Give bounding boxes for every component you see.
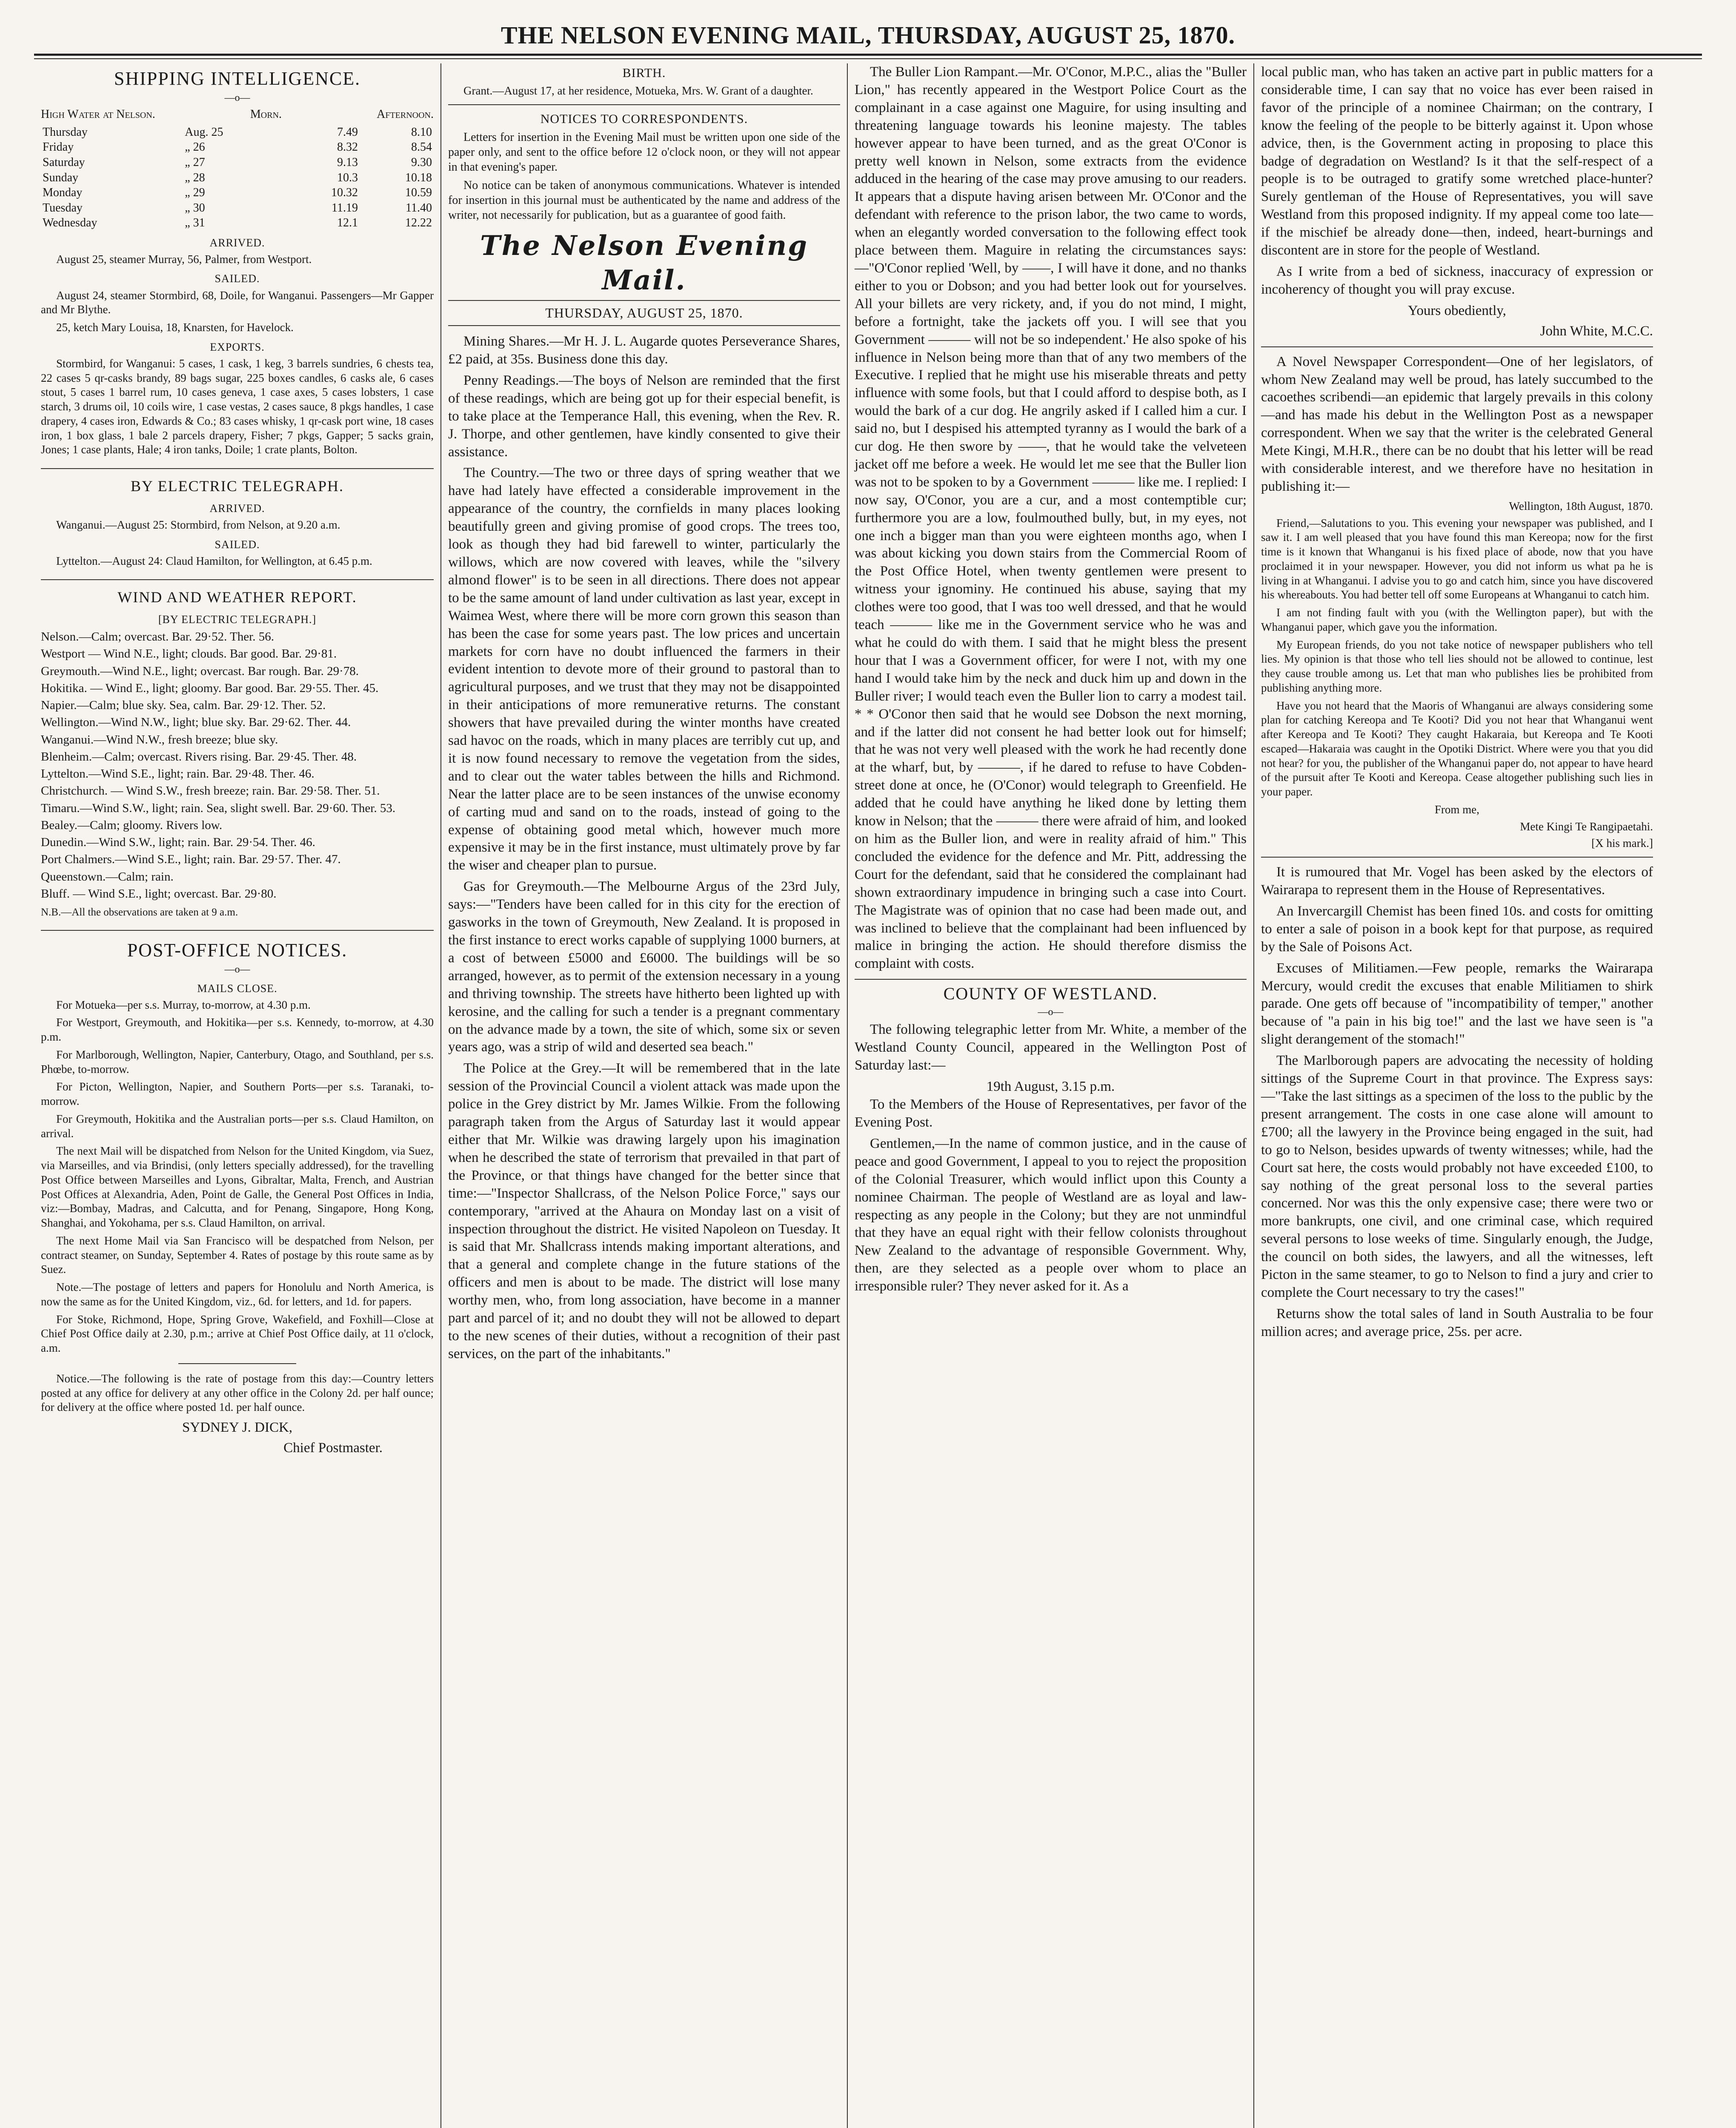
- tide-caption: High Water at Nelson.: [41, 108, 155, 121]
- tide-cell: 9.30: [411, 155, 432, 169]
- postmaster-title: Chief Postmaster.: [283, 1440, 383, 1456]
- sailed-text-2: 25, ketch Mary Louisa, 18, Knarsten, for Havelock.: [56, 321, 294, 334]
- letter-signature: John White, M.C.C.: [1540, 323, 1653, 339]
- tide-cell: „ 31: [185, 216, 205, 230]
- mail-entry: For Picton, Wellington, Napier, and Southern Ports—per s.s. Taranaki, to-morrow.: [41, 1080, 434, 1108]
- tide-cell: 9.13: [337, 155, 358, 169]
- tide-cell: 10.3: [337, 171, 358, 184]
- tel-arrived-heading: ARRIVED.: [209, 502, 265, 515]
- notices-text-2: No notice can be taken of anonymous communications. Whatever is intended for insertion in this journal must be authenticated by the name and address of the writer, not necessarily for publication, but as a guarantee of good faith.: [448, 178, 840, 222]
- county-body: Gentlemen,—In the name of common justice, and in the cause of peace and good Government, I appeal to you to reject the proposition of the Colonial Treasurer, which would inflict upon this County a nominee Chairman. The people of Westland are as loyal and law-respecting as any people in the Colony; but they are not unmindful that they have an equal right with their fellow colonists throughout New Zealand to the advantage of responsible Government. Why, then, are they selected as a people over whom to place an irresponsible ruler? They never asked for it. As a: [855, 1136, 1247, 1294]
- weather-entry: Dunedin.—Wind S.W., light; rain. Bar. 29·54. Ther. 46.: [41, 835, 315, 849]
- masthead: THE NELSON EVENING MAIL, THURSDAY, AUGUST 25, 1870.: [34, 17, 1702, 56]
- weather-entry: Blenheim.—Calm; overcast. Rivers rising. Bar. 29·45. Ther. 48.: [41, 749, 357, 764]
- tide-cell: 8.32: [337, 140, 358, 154]
- tide-cell: „ 26: [185, 140, 205, 154]
- weather-entry: Timaru.—Wind S.W., light; rain. Sea, slight swell. Bar. 29·60. Ther. 53.: [41, 801, 396, 815]
- notices-heading: NOTICES TO CORRESPONDENTS.: [540, 112, 748, 126]
- telegraph-heading: BY ELECTRIC TELEGRAPH.: [131, 478, 344, 495]
- weather-heading: WIND AND WEATHER REPORT.: [117, 589, 357, 606]
- column-3: The Buller Lion Rampant.—Mr. O'Conor, M.P.C., alias the "Buller Lion," has recently appeared in the Westport Police Court as the complainant in a case against one Maguire, for using insulting and threatening language towards his leonine majesty. The tables however appear to have been turned, and as the great O'Conor is pretty well known in Nelson, some extracts from the evidence adduced in the hearing of the case may prove amusing to our readers. It appears that a dispute having arisen between Mr. O'Conor and the defendant with reference to the prison labor, the two came to words, when an elegantly worded conversation to the following effect took place between them. Maguire in relating the circumstances says:—"O'Conor replied 'Well, by ——, I will have it done, and no thanks either to you or Dobson; and you had better look out for yourselves. All your billets are very rickety, and, if you do not mind, I might, before a fortnight, take the jackets off you. I will see that you Government ——— will not be so independent.' He also spoke of his influence in Nelson being more than that of any two members of the Executive. I replied that he might use his miserable threats and petty influence with some fools, but that I could afford to despise both, as I would the bark of a cur dog. He angrily asked if I called him a cur. I said no, but I despised his attempted tyranny as I would the bark of a cur dog. He then swore by ——, that he would take the velveteen jacket off me before a week. He would let me see that the Buller lion was not to be spoken to by a Government ——— like me. I replied: I now say, O'Conor, you are a cur, and a most contemptible cur; furthermore you are a low, foulmouthed bully, but, in my eyes, not one inch a bigger man than you were eighteen months ago, when I was about kicking you down stairs from the Commercial Room of the Post Office Hotel, when twenty gentlemen were present to witness your ignominy. He continued his abuse, saying that my clothes were too good, that I was too well dressed, and that he would teach ——— like me in the Government service who he was and what he could do with them. I said that he might bless the present hour that I was a Government officer, for were I not, with my one hand I would take him by the neck and duck him up and down in the Buller river; I would teach even the Buller lion to carry a modest tail. * * O'Conor then said that he would see Dobson the next morning, and if the latter did not consent he had better look out for himself; that he was not very well pleased with the work he had recently done at the wharf, but, by ———, if he dared to refuse to have Cobden-street done at once, he (O'Conor) would telegraph to Greenfield. He added that he could have anything he liked done by letting them know in Nelson; that the ——— there were afraid of him, and looked on him as the Buller lion, and were in reality afraid of him." This concluded the evidence for the defence and Mr. Pitt, addressing the Court for the defendant, said that he considered the complainant had shown extraordinary impudence in bringing such a case into Court. The Magistrate was of opinion that no case had been made out, and was inclined to believe that the complainant had been influenced by malice in bringing the action. He should therefore dismiss the complaint with costs. COUNTY OF WESTLAND. —o— The following telegraphic letter from Mr. White, a member of the Westland County Council, appeared in the Wellington Post of Saturday last:— 19th August, 3.15 p.m. To the Members of the House of Representatives, per favor of the Evening Post. Gentlemen,—In the name of common justice, and in the cause of peace and good Government, I appeal to you to reject the proposition of the Colonial Treasurer, which would inflict upon this County a nominee Chairman. The people of Westland are as loyal and law-respecting as any people in the Colony; but they are not unmindful that they have an equal right with their fellow colonists throughout New Zealand to the advantage of responsible Government. Why, then, are they selected as a people over whom to place an irresponsible ruler? They never asked for it. As a: [847, 63, 1253, 2128]
- arrived-text: August 25, steamer Murray, 56, Palmer, from Westport.: [56, 252, 312, 266]
- vogel-rumour: It is rumoured that Mr. Vogel has been asked by the electors of Wairarapa to represent them in the House of Representatives.: [1261, 864, 1653, 898]
- tel-arrived-text: Wanganui.—August 25: Stormbird, from Nelson, at 9.20 a.m.: [56, 518, 340, 531]
- mails-heading: MAILS CLOSE.: [197, 982, 277, 995]
- column-4: [1253, 63, 1660, 2128]
- mail-entry: The next Home Mail via San Francisco will be despatched from Nelson, per contract steamer, on Sunday, September 4. Rates of postage by this route same as by Suez.: [41, 1234, 434, 1276]
- gas-for-greymouth: Gas for Greymouth.—The Melbourne Argus of the 23rd July, says:—"Tenders have been called for in this city for the erection of gasworks in the town of Greymouth, New Zealand. It is proposed in the first instance to erect works capable of supplying 1000 burners, at a cost of between £5000 and £6000. The buildings will be so arranged, however, as to permit of the extension necessary in a young and thriving township. The streets have hitherto been lighted up with kerosine, and the calling for such a tender is a pregnant commentary on the advance made by a town, the site of which, some six or seven years ago, was a strip of wild and deserted sea beach.": [448, 879, 840, 1055]
- tide-cell: 7.49: [337, 125, 358, 139]
- tide-cell: 10.32: [331, 186, 358, 200]
- tide-cell: 12.22: [405, 216, 432, 230]
- postmaster-name: SYDNEY J. DICK,: [182, 1420, 293, 1436]
- weather-entry: Westport — Wind N.E., light; clouds. Bar good. Bar. 29·81.: [41, 647, 337, 661]
- tide-cell: Aug. 25: [185, 125, 223, 139]
- weather-entry: Wellington.—Wind N.W., light; blue sky. Bar. 29·62. Ther. 44.: [41, 715, 351, 729]
- weather-entry: Lyttelton.—Wind S.E., light; rain. Bar. 29·48. Ther. 46.: [41, 767, 315, 781]
- weather-subheading: [BY ELECTRIC TELEGRAPH.]: [158, 613, 317, 626]
- weather-note: N.B.—All the observations are taken at 9 a.m.: [41, 907, 238, 918]
- tide-cell: Tuesday: [43, 201, 83, 215]
- tide-cell: „ 29: [185, 186, 205, 200]
- birth-heading: BIRTH.: [622, 66, 666, 80]
- exports-heading: EXPORTS.: [210, 340, 265, 353]
- birth-text: Grant.—August 17, at her residence, Motueka, Mrs. W. Grant of a daughter.: [463, 84, 813, 97]
- marlborough-papers: The Marlborough papers are advocating the necessity of holding sittings of the Supreme Court in that province. The Express says:—"Take the last sittings as a specimen of the loss to the public by the present arrangement. The costs in one case alone will amount to £700; all the lawyery in the Province being engaged in the suit, had to go to Nelson, besides upwards of twenty witnesses; while, had the Court sat here, the costs would probably not have exceeded £100, to say nothing of the great personal loss to the several parties concerned. Nor was this the only expensive case; there were two or more bankrupts, one civil, and one criminal case, which required several persons to lose weeks of time. Singularly enough, the Judge, the council on both sides, the lawyers, and all the witnesses, left Picton in the same steamer, to go to Nelson to find a jury and crier to complete the Court necessary to try the cases!": [1261, 1053, 1653, 1300]
- tide-cell: Wednesday: [43, 216, 97, 230]
- mail-entry: For Marlborough, Wellington, Napier, Canterbury, Otago, and Southland, per s.s. Phœbe, to-morrow.: [41, 1048, 434, 1075]
- kingi-mark: [X his mark.]: [1591, 837, 1653, 850]
- weather-entry: Hokitika. — Wind E., light; gloomy. Bar good. Bar. 29·55. Ther. 45.: [41, 681, 379, 695]
- tide-col-afternoon: Afternoon.: [377, 108, 434, 121]
- buller-lion-article: The Buller Lion Rampant.—Mr. O'Conor, M.P.C., alias the "Buller Lion," has recently appeared in the Westport Police Court as the complainant in a case against one Maguire, for using insulting and threatening language towards his leonine majesty. The tables however appear to have been turned, and as the great O'Conor is pretty well known in Nelson, some extracts from the evidence adduced in the hearing of the case may prove amusing to our readers. It appears that a dispute having arisen between Mr. O'Conor and the defendant with reference to the prison labor, the two came to words, when an elegantly worded conversation to the following effect took place between them. Maguire in relating the circumstances says:—"O'Conor replied 'Well, by ——, I will have it done, and no thanks either to you or Dobson; and you had better look out for yourselves. All your billets are very rickety, and, if you do not mind, I might, before a fortnight, take the jackets off you. I will see that you Government ——— will not be so independent.' He also spoke of his influence in Nelson being more than that of any two members of the Executive. I replied that he might use his miserable threats and petty influence with some fools, but that I could afford to despise both, as I would the bark of a cur dog. He angrily asked if I called him a cur. I said no, but I despised his attempted tyranny as I would the bark of a cur dog. He then swore by ——, that he would take the velveteen jacket off me before a week. He would let me see that the Buller lion was not to be spoken to by a Government ——— like me. I replied: I now say, O'Conor, you are a cur, and a most contemptible cur; furthermore you are a low, foulmouthed bully, but, in my eyes, not one inch a bigger man than you were eighteen months ago, when I was about kicking you down stairs from the Commercial Room of the Post Office Hotel, when twenty gentlemen were present to witness your ignominy. He continued his abuse, saying that my clothes were too good, that I was too well dressed, and that he would teach ——— like me in the Government service who he was and what he could do with them. I said that he might bless the present hour that I was a Government officer, for were I not, with my one hand I would take him by the neck and duck him up and down in the Buller river; I would teach even the Buller lion to carry a modest tail. * * O'Conor then said that he would see Dobson the next morning, and if the latter did not consent he had better look out for himself; that he was not very well pleased with the work he had recently done at the wharf, but, by ———, if he dared to refuse to have Cobden-street done at once, he (O'Conor) would telegraph to Greenfield. He added that he could have anything he liked done by letting them know in Nelson; that the ——— there were afraid of him, and looked on him as the Buller lion, and were in reality afraid of him." This concluded the evidence for the defence and Mr. Pitt, addressing the Court for the defendant, said that he considered the complainant had shown extraordinary impudence in bringing such a case into Court. The Magistrate was of opinion that no case had been made out, and was inclined to believe that the complainant had been influenced by malice in bringing the action. He should therefore dismiss the complaint with costs.: [855, 64, 1247, 972]
- shipping-heading: SHIPPING INTELLIGENCE.: [114, 68, 361, 89]
- county-heading: COUNTY OF WESTLAND.: [943, 984, 1158, 1004]
- kingi-body-1: Friend,—Salutations to you. This evening your newspaper was published, and I saw it. I am well pleased that you have found this man Kereopa; now for the first time is it known that Whanganui is his fixed place of abode, now that you have proclaimed it in your newspaper. However, you did not inform us what pa he is living in at Whanganui. I advise you to go and catch him, since you have discovered his whereabouts. You had better tell off some Europeans at Whanganui to catch him.: [1261, 516, 1653, 601]
- county-date: 19th August, 3.15 p.m.: [986, 1079, 1115, 1095]
- militiamen-excuses: Excuses of Militiamen.—Few people, remarks the Wairarapa Mercury, would credit the excuses that enable Militiamen to shirk parade. One gets off because of "incompatibility of temper," another because of "a pain in his big toe!" and the last we have seen is "a slight derangement of the stomach!": [1261, 960, 1653, 1047]
- weather-entry: Wanganui.—Wind N.W., fresh breeze; blue sky.: [41, 732, 278, 747]
- penny-readings: Penny Readings.—The boys of Nelson are reminded that the first of these readings, which are being got up for their especial benefit, is to take place at the Temperance Hall, this evening, when the Rev. R. J. Thorpe, and other gentlemen, have kindly consented to give their assistance.: [448, 372, 840, 460]
- letter-continuation: local public man, who has taken an active part in public matters for a considerable time, I can say that no voice has ever been raised in favor of the principle of a nominee Chairman; on the contrary, I know the feeling of the people to be bitterly against it. Upon whose advice, then, is the Government acting in proposing to place this badge of degradation on Westland? Is it that the self-respect of a people is to be outraged to gratify some wretched place-hunter? Surely gentleman of the House of Representatives, you will save Westland from this proposed indignity. If my appeal come too late—if the mischief be already done—then, indeed, heart-burnings and discontent are in store for the people of Westland.: [1261, 64, 1653, 258]
- tel-sailed-text: Lyttelton.—August 24: Claud Hamilton, for Wellington, at 6.45 p.m.: [56, 554, 372, 567]
- tide-cell: Sunday: [43, 171, 78, 184]
- mail-entry: Note.—The postage of letters and papers for Honolulu and North America, is now the same as for the United Kingdom, viz., 6d. for letters, and 1d. for papers.: [41, 1281, 434, 1308]
- tide-cell: „ 28: [185, 171, 205, 184]
- date-line: THURSDAY, AUGUST 25, 1870.: [448, 300, 840, 326]
- letter-close: Yours obediently,: [1407, 303, 1507, 318]
- tide-table: [41, 125, 434, 231]
- mail-entry: The next Mail will be dispatched from Nelson for the United Kingdom, via Suez, via Marseilles, and via Brindisi, (only letters specially addressed), for the travelling Post Office between Marseilles and Lyons, Gibraltar, Malta, French, and Austrian Post Offices at Alexandria, Aden, Point de Galle, the General Post Offices in India, viz:—Bombay, Madras, and Calcutta, and for Penang, Singapore, Hong Kong, Shanghai, and Yokohama, per s.s. Claud Hamilton, on arrival.: [41, 1144, 434, 1230]
- county-intro: The following telegraphic letter from Mr. White, a member of the Westland County Council, appeared in the Wellington Post of Saturday last:—: [855, 1022, 1247, 1073]
- tide-cell: Friday: [43, 140, 74, 154]
- newspaper-page: [34, 17, 1702, 2128]
- ornament-rule: —o—: [224, 92, 250, 103]
- kingi-date: Wellington, 18th August, 1870.: [1509, 499, 1653, 512]
- sailed-text-1: August 24, steamer Stormbird, 68, Doile, for Wanganui. Passengers—Mr Gapper and Mr Blythe.: [41, 289, 434, 316]
- tide-col-morn: Morn.: [250, 108, 282, 121]
- paper-title: The Nelson Evening Mail.: [480, 229, 809, 297]
- tide-row: [41, 170, 434, 186]
- tide-cell: 8.10: [411, 125, 432, 139]
- arrived-heading: ARRIVED.: [209, 236, 265, 249]
- tide-cell: 11.40: [406, 201, 432, 215]
- tide-cell: 10.59: [405, 186, 432, 200]
- tide-row: [41, 215, 434, 231]
- kingi-body-4: Have you not heard that the Maoris of Whanganui are always considering some plan for catching Kereopa and Te Kooti? Did you not hear that Whanganui went after Kereopa and Te Kooti? They caught Hakaraia, but Kereopa and Te Kooti escaped—Hakaraia was caught in the Opotiki District. Where were you that you did not hear? for you, the publisher of the Whanganui paper do, not appear to have heard of the pursuit after Te Kooti and Kereopa. Cease altogether publishing such lies in your paper.: [1261, 699, 1653, 798]
- mails-list: [41, 998, 434, 1356]
- post-office-heading: POST-OFFICE NOTICES.: [127, 940, 348, 961]
- invercargill-chemist: An Invercargill Chemist has been fined 10s. and costs for omitting to enter a sale of poison in a book kept for that purpose, as required by the Sale of Poisons Act.: [1261, 903, 1653, 955]
- weather-entry: Christchurch. — Wind S.W., fresh breeze; rain. Bar. 29·58. Ther. 51.: [41, 784, 380, 798]
- tide-cell: 8.54: [411, 140, 432, 154]
- tide-cell: „ 27: [185, 155, 205, 169]
- sailed-heading: SAILED.: [214, 272, 260, 285]
- tide-row: [41, 155, 434, 170]
- weather-entry: Port Chalmers.—Wind S.E., light; rain. Bar. 29·57. Ther. 47.: [41, 852, 341, 867]
- tide-row: [41, 140, 434, 155]
- mail-entry: For Greymouth, Hokitika and the Australian ports—per s.s. Claud Hamilton, on arrival.: [41, 1112, 434, 1140]
- kingi-from: From me,: [1435, 803, 1479, 816]
- land-returns: Returns show the total sales of land in South Australia to be four million acres; and average price, 25s. per acre.: [1261, 1306, 1653, 1339]
- tide-cell: 11.19: [332, 201, 358, 215]
- tel-sailed-heading: SAILED.: [214, 538, 260, 551]
- notices-text-1: Letters for insertion in the Evening Mail must be written upon one side of the paper only, and sent to the office before 12 o'clock noon, or they will not appear in that evening's paper.: [448, 130, 840, 174]
- tide-row: [41, 125, 434, 140]
- tide-cell: 12.1: [337, 216, 358, 230]
- letter-continuation-2: As I write from a bed of sickness, inaccuracy of expression or incoherency of thought you will pray excuse.: [1261, 263, 1653, 297]
- novel-correspondent: A Novel Newspaper Correspondent—One of her legislators, of whom New Zealand may well be proud, has lately succumbed to the cacoethes scribendi—an epidemic that largely prevails in this colony—and has made his debut in the Wellington Post as a newspaper correspondent. When we say that the writer is the celebrated General Mete Kingi, M.H.R., there can be no doubt that his letter will be read with considerable interest, and we therefore have no hesitation in publishing it:—: [1261, 354, 1653, 494]
- tide-cell: Saturday: [43, 155, 85, 169]
- weather-entry: Nelson.—Calm; overcast. Bar. 29·52. Ther. 56.: [41, 630, 274, 644]
- tide-cell: „ 30: [185, 201, 205, 215]
- tide-row: [41, 185, 434, 200]
- weather-entry: Napier.—Calm; blue sky. Sea, calm. Bar. 29·12. Ther. 52.: [41, 698, 326, 712]
- column-2: [440, 63, 847, 2128]
- the-country: The Country.—The two or three days of spring weather that we have had lately have effected a considerable improvement in the appearance of the country, the cornfields in many places looking beautifully green and giving promise of good crops. The trees too, look as though they had bid farewell to winter, particularly the willows, which are now covered with leaves, while the "silvery almond flower" is to be seen in all directions. There does not appear to be the same amount of land under cultivation as last year, except in Waimea West, where there will be more corn grown this season than has been the case for some years past. The low prices and uncertain markets for corn have no doubt influenced the farmers in their evident intention to devote more of their ground to pastoral than to agricultural purposes, and we trust that they may not be disappointed in their anticipations of more remunerative returns. The constant showers that have prevailed during the winter months have created sad havoc on the roads, which in many places are terribly cut up, and it is now found necessary to remove the vegetation from the sides, and to clear out the water tables between the hills and Richmond. Near the latter place are to be seen instances of the unwise economy of carting mud and sand on to the roads, instead of going to the expense of obtaining good metal which, however much more expensive it may be in the first instance, must ultimately prove by far the wiser and cheaper plan to pursue.: [448, 465, 840, 873]
- column-1: SHIPPING INTELLIGENCE. —o— High Water at Nelson. Morn. Afternoon. Thursday Aug. 25 7.49 8.10 Friday „ 26 8.32 8.54 Saturday „ 27 9.13 9.30 Sunday „ 28 10.3 10.18 Monday „ 29 10.32 10.59 Tuesday „ 30 11.19 11.40 Wednesday „ 31 12.1 12.22 ARRIVED. August 25, steamer Murray, 56, Palmer, from Westport. SAILED. August 24, steamer Stormbird, 68, Doile, for Wanganui. Passengers—Mr Gapper and Mr Blythe. 25, ketch Mary Louisa, 18, Knarsten, for Havelock. EXPORTS. Stormbird, for Wanganui: 5 cases, 1 cask, 1 keg, 3 barrels sundries, 6 chests tea, 22 cases 5 qr-casks brandy, 89 bags sugar, 225 boxes candles, 6 casks ale, 6 cases stout, 5 cases 1 barrel rum, 10 cases geneva, 1 case axes, 5 cases lobsters, 1 case starch, 3 drums oil, 10 coils wire, 1 case vestas, 2 cases sauce, 8 pkgs handles, 1 case drapery, 4 cases iron, Edwards & Co.; 83 cases whisky, 1 qr-cask port wine, 18 cases iron, 1 box glass, 1 bale 2 parcels drapery, Fisher; 7 pkgs, Gapper; 5 sacks grain, Jones; 1 case plants, Hale; 4 iron tanks, Doile; 1 crate plants, Bolton. BY ELECTRIC TELEGRAPH. ARRIVED. Wanganui.—August 25: Stormbird, from Nelson, at 9.20 a.m. SAILED. Lyttelton.—August 24: Claud Hamilton, for Wellington, at 6.45 p.m. WIND AND WEATHER REPORT. [BY ELECTRIC TELEGRAPH.] Nelson.—Calm; overcast. Bar. 29·52. Ther. 56. Westport — Wind N.E., light; clouds. Bar good. Bar. 29·81. Greymouth.—Wind N.E., light; overcast. Bar rough. Bar. 29·78. Hokitika. — Wind E., light; gloomy. Bar good. Bar. 29·55. Ther. 45. Napier.—Calm; blue sky. Sea, calm. Bar. 29·12. Ther. 52. Wellington.—Wind N.W., light; blue sky. Bar. 29·62. Ther. 44. Wanganui.—Wind N.W., fresh breeze; blue sky. Blenheim.—Calm; overcast. Rivers rising. Bar. 29·45. Ther. 48. Lyttelton.—Wind S.E., light; rain. Bar. 29·48. Ther. 46. Christchurch. — Wind S.W., fresh breeze; rain. Bar. 29·58. Ther. 51. Timaru.—Wind S.W., light; rain. Sea, slight swell. Bar. 29·60. Ther. 53. Bealey.—Calm; gloomy. Rivers low. Dunedin.—Wind S.W., light; rain. Bar. 29·54. Ther. 46. Port Chalmers.—Wind S.E., light; rain. Bar. 29·57. Ther. 47. Queenstown.—Calm; rain. Bluff. — Wind S.E., light; overcast. Bar. 29·80. N.B.—All the observations are taken at 9 a.m. POST-OFFICE NOTICES. —o— MAILS CLOSE. For Motueka—per s.s. Murray, to-morrow, at 4.30 p.m. For Westport, Greymouth, and Hokitika—per s.s. Kennedy, to-morrow, at 4.30 p.m. For Marlborough, Wellington, Napier, Canterbury, Otago, and Southland, per s.s. Phœbe, to-morrow. For Picton, Wellington, Napier, and Southern Ports—per s.s. Taranaki, to-morrow. For Greymouth, Hokitika and the Australian ports—per s.s. Claud Hamilton, on arrival. The next Mail will be dispatched from Nelson for the United Kingdom, via Suez, via Marseilles, and via Brindisi, (only letters specially addressed), for the travelling Post Office between Marseilles and Lyons, Gibraltar, Malta, French, and Austrian Post Offices at Alexandria, Aden, Point de Galle, the General Post Offices in India, viz:—Bombay, Madras, and Calcutta, and for Penang, Singapore, Hong Kong, Shanghai, and Yokohama, per s.s. Claud Hamilton, on arrival. The next Home Mail via San Francisco will be despatched from Nelson, per contract steamer, on Sunday, September 4. Rates of postage by this route same as by Suez. Note.—The postage of letters and papers for Honolulu and North America, is now the same as for the United Kingdom, viz., 6d. for letters, and 1d. for papers. For Stoke, Richmond, Hope, Spring Grove, Wakefield, and Foxhill—Close at Chief Post Office daily at 2.30, p.m.; arrive at Chief Post Office daily, at 11 o'clock, a.m. Notice.—The following is the rate of postage from this day:—Country letters posted at any office for delivery at any other office in the Colony 2d. per half ounce; for delivery at the office where posted 1d. per half ounce. SYDNEY J. DICK, Chief Postmaster.: [34, 63, 440, 2128]
- tide-cell: Monday: [43, 186, 83, 200]
- mail-entry: For Stoke, Richmond, Hope, Spring Grove, Wakefield, and Foxhill—Close at Chief Post Office daily at 2.30, p.m.; arrive at Chief Post Office daily, at 11 o'clock, a.m.: [41, 1313, 434, 1355]
- weather-entry: Bluff. — Wind S.E., light; overcast. Bar. 29·80.: [41, 887, 277, 901]
- weather-entry: Queenstown.—Calm; rain.: [41, 870, 174, 884]
- tide-cell: Thursday: [43, 125, 88, 139]
- tide-row: [41, 200, 434, 216]
- tide-header: [41, 107, 434, 122]
- postage-notice: Notice.—The following is the rate of postage from this day:—Country letters posted at any office for delivery at any other office in the Colony 2d. per half ounce; for delivery at the office where posted 1d. per half ounce.: [41, 1372, 434, 1414]
- weather-entry: Greymouth.—Wind N.E., light; overcast. Bar rough. Bar. 29·78.: [41, 664, 359, 678]
- mining-shares: Mining Shares.—Mr H. J. L. Augarde quotes Perseverance Shares, £2 paid, at 35s. Business done this day.: [448, 334, 840, 367]
- kingi-body-3: My European friends, do you not take notice of newspaper publishers who tell lies. My opinion is that those who tell lies should not be allowed to continue, lest they cause trouble among us. Let that man who publishes lies be prohibited from publishing anything more.: [1261, 638, 1653, 694]
- county-to: To the Members of the House of Representatives, per favor of the Evening Post.: [855, 1097, 1247, 1130]
- weather-entry: Bealey.—Calm; gloomy. Rivers low.: [41, 818, 223, 832]
- kingi-signature: Mete Kingi Te Rangipaetahi.: [1520, 820, 1653, 833]
- mail-entry: For Motueka—per s.s. Murray, to-morrow, at 4.30 p.m.: [56, 998, 311, 1011]
- tide-cell: 10.18: [405, 171, 432, 184]
- weather-list: [41, 629, 434, 901]
- police-at-grey: The Police at the Grey.—It will be remembered that in the late session of the Provincial Council a violent attack was made upon the police in the Grey district by Mr. James Wilkie. From the following paragraph taken from the Argus of Saturday last it would appear either that Mr. Wilkie was drawing largely upon his imagination when he described the state of terrorism that prevailed in that part of the Province, or that things have changed for the better since that time:—"Inspector Shallcrass, of the Nelson Police Force," says our contemporary, "arrived at the Ahaura on Monday last on a visit of inspection throughout the district. He visited Napoleon on Tuesday. It is said that Mr. Shallcrass intends making important alterations, and that a general and complete change in the future stations of the officers and men is about to be made. The district will lose many worthy men, who, from long association, have become in a manner part and parcel of it; and no doubt they will not be allowed to depart to the new scenes of their duties, without a recognition of their past services, on the part of the inhabitants.": [448, 1061, 840, 1361]
- mail-entry: For Westport, Greymouth, and Hokitika—per s.s. Kennedy, to-morrow, at 4.30 p.m.: [41, 1016, 434, 1044]
- kingi-body-2: I am not finding fault with you (with the Wellington paper), but with the Whanganui paper, which gave you the information.: [1261, 606, 1653, 633]
- exports-text: Stormbird, for Wanganui: 5 cases, 1 cask, 1 keg, 3 barrels sundries, 6 chests tea, 22 cases 5 qr-casks brandy, 89 bags sugar, 225 boxes candles, 6 casks ale, 6 cases stout, 5 cases 1 barrel rum, 10 cases geneva, 1 case axes, 5 cases lobsters, 1 case starch, 3 drums oil, 10 coils wire, 1 case vestas, 2 cases sauce, 8 pkgs handles, 1 case drapery, 4 cases iron, Edwards & Co.; 83 cases whisky, 1 qr-cask port wine, 18 cases iron, 1 box glass, 1 bale 2 parcels drapery, Fisher; 7 pkgs, Gapper; 5 sacks grain, Jones; 1 case plants, Hale; 4 iron tanks, Doile; 1 crate plants, Bolton.: [41, 357, 434, 456]
